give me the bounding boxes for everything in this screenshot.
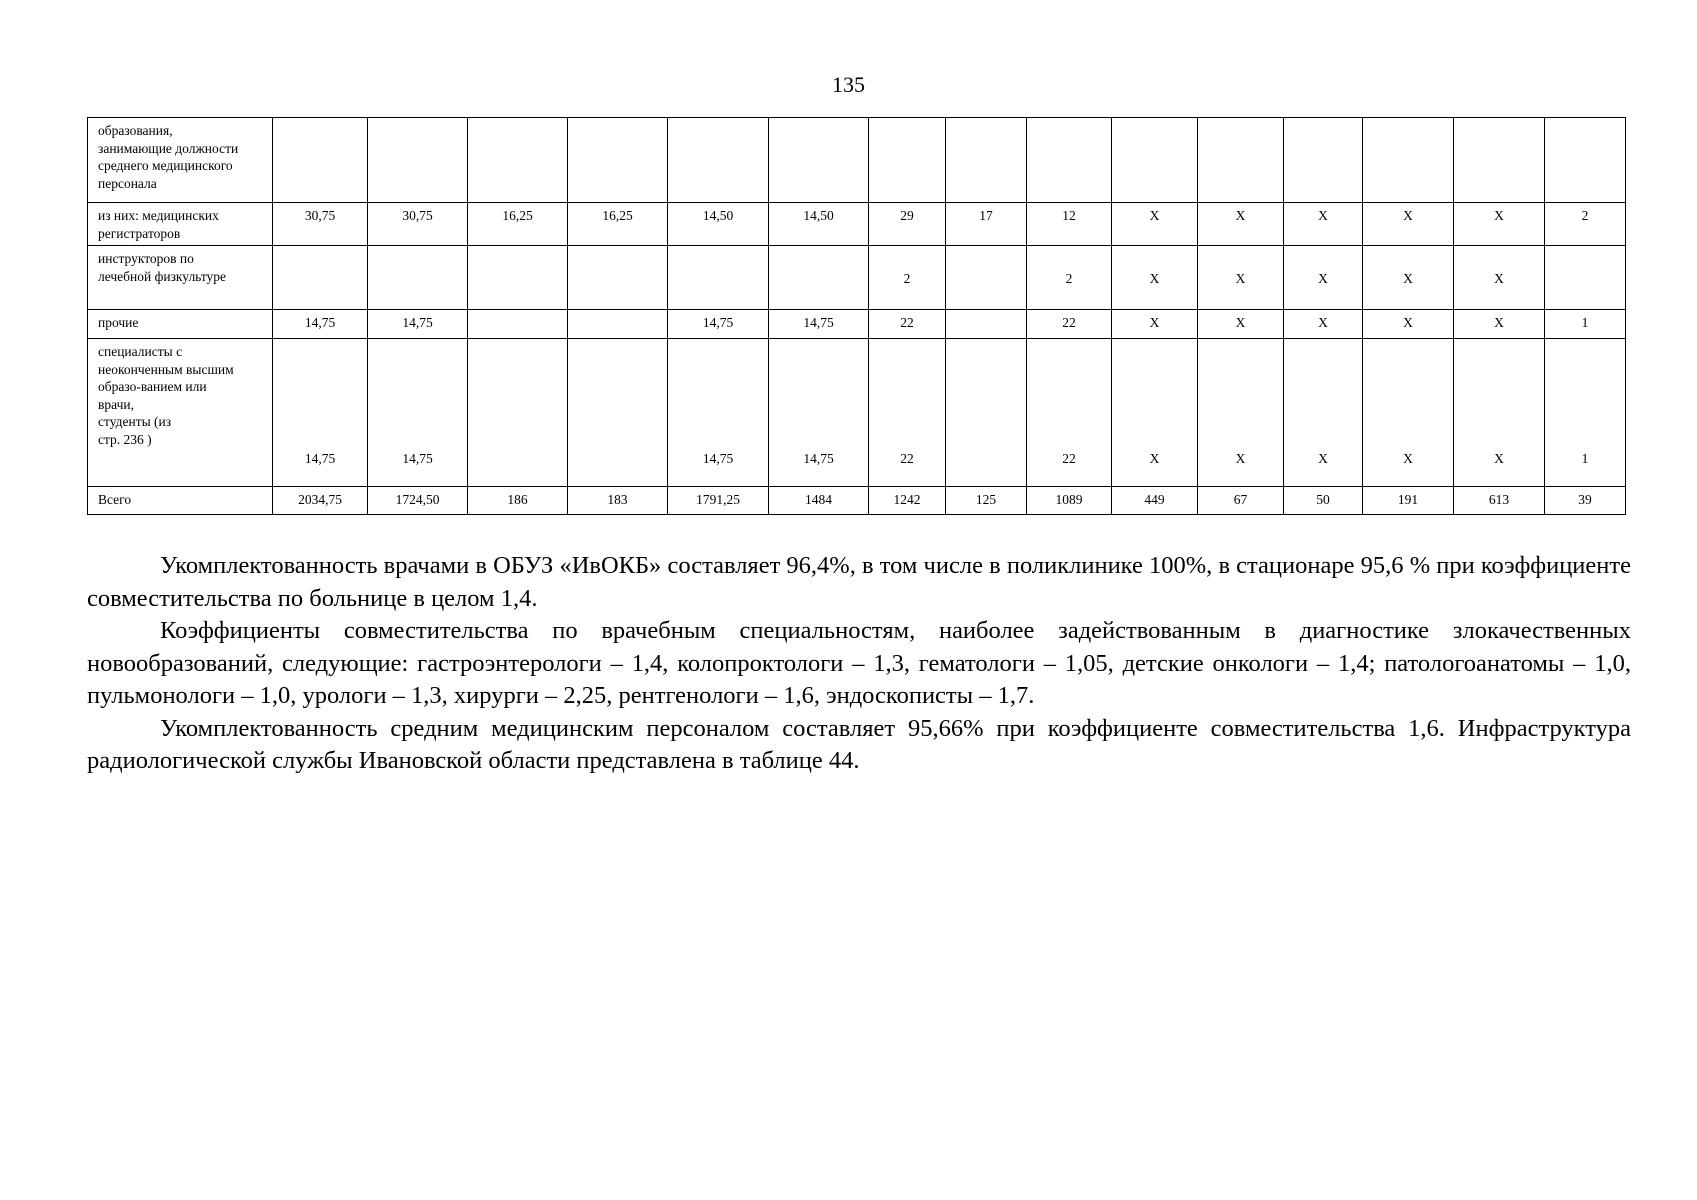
row-label (88, 246, 273, 310)
table-cell: 16,25 (568, 203, 668, 246)
table-cell: 1089 (1027, 487, 1112, 515)
table-cell (869, 118, 946, 203)
table-cell (1363, 118, 1454, 203)
table-cell (468, 310, 568, 339)
table-cell: 14,75 (668, 339, 769, 487)
row-label (88, 339, 273, 487)
table-row (88, 246, 1626, 310)
table-cell (769, 246, 869, 310)
table-cell (468, 118, 568, 203)
table-cell (368, 246, 468, 310)
row-label-line: образования, (98, 123, 173, 138)
table-cell: 29 (869, 203, 946, 246)
table-cell (568, 118, 668, 203)
table-cell: 449 (1112, 487, 1198, 515)
table-cell: 14,75 (273, 339, 368, 487)
table-cell: 1484 (769, 487, 869, 515)
table-cell: 14,75 (273, 310, 368, 339)
table-cell (1027, 118, 1112, 203)
table-cell: 1 (1545, 339, 1626, 487)
table-cell (468, 339, 568, 487)
row-label-line: персонала (98, 175, 157, 191)
table-cell: Х (1363, 203, 1454, 246)
table-cell: 22 (869, 310, 946, 339)
staffing-table-body (88, 118, 1626, 515)
table-cell: 22 (869, 339, 946, 487)
table-cell: 191 (1363, 487, 1454, 515)
table-cell: 1791,25 (668, 487, 769, 515)
table-cell: 186 (468, 487, 568, 515)
row-label (88, 118, 273, 203)
table-cell: 17 (946, 203, 1027, 246)
table-cell: Х (1363, 310, 1454, 339)
table-cell: Х (1112, 203, 1198, 246)
table-cell (946, 118, 1027, 203)
table-cell: Х (1198, 339, 1284, 487)
table-cell: 30,75 (273, 203, 368, 246)
table-cell: Х (1454, 310, 1545, 339)
table-cell: 1724,50 (368, 487, 468, 515)
row-label-line: среднего медицинского (98, 158, 233, 174)
table-cell (273, 118, 368, 203)
table-cell (568, 339, 668, 487)
table-cell: 2034,75 (273, 487, 368, 515)
table-cell: 613 (1454, 487, 1545, 515)
table-cell (1545, 118, 1626, 203)
table-cell (1454, 118, 1545, 203)
table-cell: Х (1112, 310, 1198, 339)
table-cell: Х (1284, 203, 1363, 246)
table-cell: 14,75 (668, 310, 769, 339)
table-cell (468, 246, 568, 310)
table-cell: 1242 (869, 487, 946, 515)
page-number: 135 (832, 72, 865, 97)
row-label-line: прочие (98, 315, 139, 330)
table-cell: Х (1284, 339, 1363, 487)
table-row (88, 339, 1626, 487)
table-cell: 1 (1545, 310, 1626, 339)
row-label-line: специалисты с (98, 344, 183, 359)
table-cell: 14,50 (769, 203, 869, 246)
table-cell: Х (1454, 339, 1545, 487)
table-cell: Х (1454, 246, 1545, 310)
table-cell: 2 (1545, 203, 1626, 246)
table-cell: 39 (1545, 487, 1626, 515)
table-cell (668, 118, 769, 203)
paragraph: Коэффициенты совместительства по врачебным специальностям, наиболее задействованным в диагностике злокачественных новообразований, следующие: гастроэнтерологи – 1,4, колопроктологи – 1,3, гематологи – 1,05, детские онкологи – 1,4; патологоанатомы – 1,0, пульмонологи – 1,0, урологи – 1,3, хирурги – 2,25, рентгенологи – 1,6, эндоскописты – 1,7. (87, 617, 1631, 709)
row-label-line: лечебной физкультуре (98, 268, 227, 284)
row-label-line: из них: медицинских (98, 208, 219, 223)
row-label (88, 203, 273, 246)
table-cell: Х (1198, 203, 1284, 246)
row-label-line: студенты (из (98, 414, 172, 430)
table-cell: Х (1284, 310, 1363, 339)
table-cell: 22 (1027, 339, 1112, 487)
row-label-line: регистраторов (98, 225, 181, 241)
table-cell: 14,75 (368, 310, 468, 339)
table-cell: 16,25 (468, 203, 568, 246)
table-cell: Х (1363, 339, 1454, 487)
table-cell (1545, 246, 1626, 310)
table-cell (946, 339, 1027, 487)
table-cell: 14,75 (769, 310, 869, 339)
table-cell (1284, 118, 1363, 203)
table-cell: 67 (1198, 487, 1284, 515)
staffing-table (87, 117, 1626, 515)
table-cell: Х (1198, 310, 1284, 339)
table-row (88, 203, 1626, 246)
table-cell: 14,50 (668, 203, 769, 246)
table-cell: 14,75 (769, 339, 869, 487)
row-label-line: Всего (98, 492, 132, 507)
table-cell (368, 118, 468, 203)
table-cell: 2 (1027, 246, 1112, 310)
table-cell: Х (1112, 246, 1198, 310)
table-cell (568, 246, 668, 310)
table-cell: 183 (568, 487, 668, 515)
table-cell: 50 (1284, 487, 1363, 515)
row-label-line: врачи, (98, 396, 134, 412)
table-cell: Х (1112, 339, 1198, 487)
table-cell: 125 (946, 487, 1027, 515)
row-label-line: инструкторов по (98, 251, 194, 266)
table-cell: Х (1198, 246, 1284, 310)
table-cell (1198, 118, 1284, 203)
table-cell: 2 (869, 246, 946, 310)
table-cell (946, 246, 1027, 310)
table-cell (273, 246, 368, 310)
row-label (88, 310, 273, 339)
paragraph: Укомплектованность средним медицинским персоналом составляет 95,66% при коэффициенте совместительства 1,6. Инфраструктура радиологической службы Ивановской области представлена в таблице 44. (87, 714, 1631, 774)
table-cell (568, 310, 668, 339)
table-row (88, 118, 1626, 203)
body-text (87, 550, 1631, 778)
row-label-line: занимающие должности (98, 140, 239, 156)
table-cell: 30,75 (368, 203, 468, 246)
paragraph: Укомплектованность врачами в ОБУЗ «ИвОКБ» составляет 96,4%, в том числе в поликлинике 100%, в стационаре 95,6 % при коэффициенте совместительства по больнице в целом 1,4. (87, 552, 1631, 612)
table-cell (946, 310, 1027, 339)
table-cell: 22 (1027, 310, 1112, 339)
table-cell: 14,75 (368, 339, 468, 487)
table-cell (1112, 118, 1198, 203)
table-row (88, 310, 1626, 339)
table-cell: 12 (1027, 203, 1112, 246)
table-cell: Х (1454, 203, 1545, 246)
row-label-line: образо-ванием или (98, 379, 207, 395)
row-label-line: стр. 236 ) (98, 431, 152, 447)
table-cell: Х (1284, 246, 1363, 310)
table-row (88, 487, 1626, 515)
table-cell (668, 246, 769, 310)
table-cell: Х (1363, 246, 1454, 310)
row-label-line: неоконченным высшим (98, 361, 234, 377)
row-label (88, 487, 273, 515)
table-cell (769, 118, 869, 203)
